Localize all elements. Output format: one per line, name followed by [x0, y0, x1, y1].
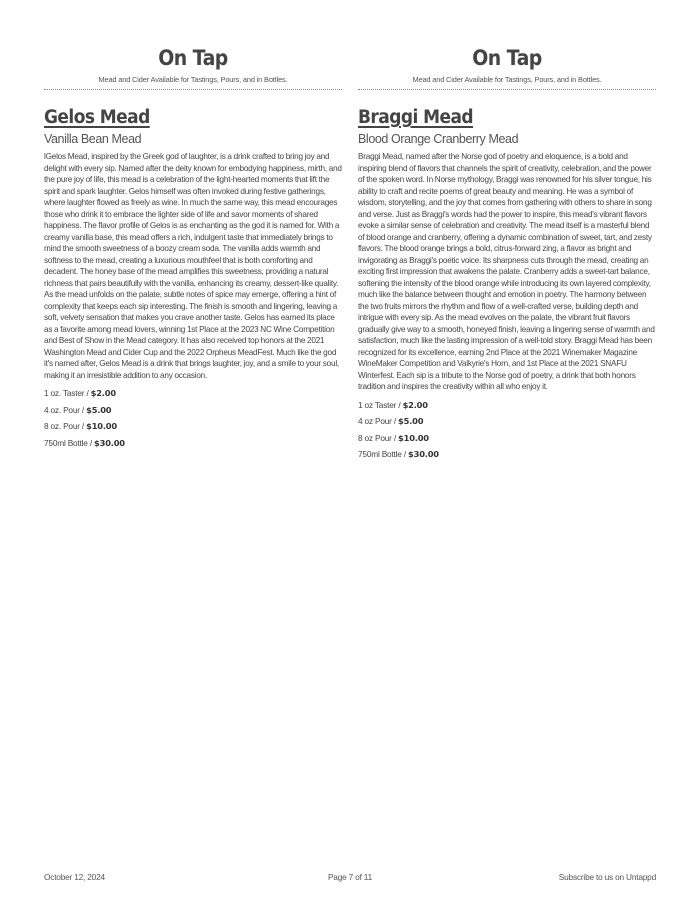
price-label: 4 oz. Pour /: [44, 404, 85, 415]
price-value: $30.00: [94, 437, 125, 448]
mead-description: lGelos Mead, inspired by the Greek god of laughter, is a drink crafted to bring joy and delight with every sip. Named after the deity known for embodying happiness, mirth, and the pure joy of life, this mead is a celebration of the light-hearted moments that lift the spirit and spark laughter. Gelos himself was often invoked during festive gatherings, where laughter flowed as freely as wine. In much the same way, this mead encourages those who drink it to embrace the lighter side of life and savor moments of shared happiness. The flavor profile of Gelos is as enchanting as the god it is named for. With a creamy vanilla base, this mead offers a rich, indulgent taste that immediately brings to mind the smooth sweetness of a boozy cream soda. The vanilla adds warmth and softness to the mead, creating a luxurious mouthfeel that is both comforting and decadent. The honey base of the mead amplifies this sweetness, providing a natural richness that pairs beautifully with the vanilla, enhancing its creamy, dessert-like quality. As the mead unfolds on the palate, subtle notes of spice may emerge, offering a hint of complexity that keeps each sip interesting. The finish is smooth and lingering, leaving a soft, velvety sensation that makes you crave another taste. Gelos has earned its place as a favorite among mead lovers, winning 1st Place at the 2023 NC Wine Competition and Best of Show in the Mead category. It has also received top honors at the 2021 Washington Mead and Cider Cup and the 2022 Orpheus MeadFest. Much like the god it's named after, Gelos Mead is a drink that brings laughter, joy, and a smile to your soul, making it an irresistible addition to any occasion.: [44, 152, 342, 380]
header-title: On Tap: [472, 46, 542, 70]
mead-style: Vanilla Bean Mead: [44, 132, 142, 146]
price-row: [358, 400, 656, 410]
footer-subscribe-link[interactable]: Subscribe to us on Untappd: [558, 872, 656, 882]
price-list: [44, 388, 342, 448]
header-subtitle: Mead and Cider Available for Tastings, Pours, and in Bottles.: [412, 75, 602, 84]
price-label: 8 oz. Pour /: [44, 421, 85, 431]
price-row: [44, 388, 342, 398]
mead-name: Braggi Mead: [358, 107, 474, 128]
price-value: $5.00: [86, 404, 112, 415]
dotted-divider: [358, 89, 656, 90]
mead-name: Gelos Mead: [44, 107, 150, 128]
price-value: $10.00: [398, 432, 429, 443]
price-list: [358, 400, 656, 460]
price-value: $2.00: [402, 399, 428, 410]
price-value: $5.00: [398, 416, 424, 426]
price-value: $30.00: [408, 449, 439, 459]
price-row: [358, 433, 656, 443]
mead-description: Braggi Mead, named after the Norse god of poetry and eloquence, is a bold and inspiring blend of flavors that channels the spirit of creativity, celebration, and the power of the spoken word. In Norse mythology, Braggi was renowned for his silver tongue, his ability to craft and recite poems of great beauty and meaning. He was a symbol of wisdom, storytelling, and the joy that comes from gathering with others to share in song and verse. Just as Braggi's words had the power to inspire, this mead's vibrant flavors evoke a similar sense of celebration and creativity. The mead itself is a masterful blend of blood orange and cranberry, offering a dynamic combination of sweet, tart, and zesty flavors. The blood orange brings a bold, citrus-forward zing, a flavor as bright and invigorating as Braggi's poetic voice. Its sharpness cuts through the mead, creating an exciting first impression that awakens the palate. Cranberry adds a sweet-tart balance, softening the intensity of the blood orange while introducing its own layered complexity, much like the balance between thought and emotion in poetry. The harmony between the two fruits mirrors the rhythm and flow of a well-crafted verse, building depth and intrigue with every sip. As the mead evolves on the palate, the vibrant fruit flavors gradually give way to a smooth, honeyed finish, leaving a lingering sense of warmth and satisfaction, much like the lasting impression of a well-told story. Braggi Mead has been recognized for its excellence, earning 2nd Place at the 2021 Winemaker Magazine WineMaker Competition and Valkyrie's Horn, and 1st Place at the 2021 SNAFU Winterfest. Each sip is a tribute to the Norse god of poetry, a drink that both honors tradition and inspires the creativity within all who enjoy it.: [358, 152, 655, 391]
menu-column-gelos: [44, 0, 342, 466]
footer-page-number: Page 7 of 11: [327, 872, 373, 882]
menu-columns: [44, 0, 656, 466]
price-value: $2.00: [90, 388, 116, 398]
price-label: 1 oz Taster /: [358, 399, 401, 410]
menu-column-braggi: [358, 0, 656, 466]
price-row: [44, 438, 342, 448]
price-row: [358, 416, 656, 426]
price-row: [44, 421, 342, 431]
mead-style: Blood Orange Cranberry Mead: [358, 132, 519, 146]
price-label: 1 oz. Taster /: [44, 388, 89, 398]
price-row: [44, 405, 342, 415]
price-row: [358, 449, 656, 459]
dotted-divider: [44, 89, 342, 90]
price-label: 4 oz Pour /: [358, 416, 396, 426]
column-header: [358, 0, 656, 90]
price-value: $10.00: [86, 421, 117, 431]
price-label: 750ml Bottle /: [44, 437, 92, 448]
page-footer: [44, 872, 656, 884]
price-label: 8 oz Pour /: [358, 432, 396, 443]
header-title: On Tap: [158, 46, 228, 70]
column-header: [44, 0, 342, 90]
price-label: 750ml Bottle /: [358, 449, 406, 459]
footer-date: October 12, 2024: [44, 872, 105, 882]
header-subtitle: Mead and Cider Available for Tastings, Pours, and in Bottles.: [98, 75, 288, 84]
